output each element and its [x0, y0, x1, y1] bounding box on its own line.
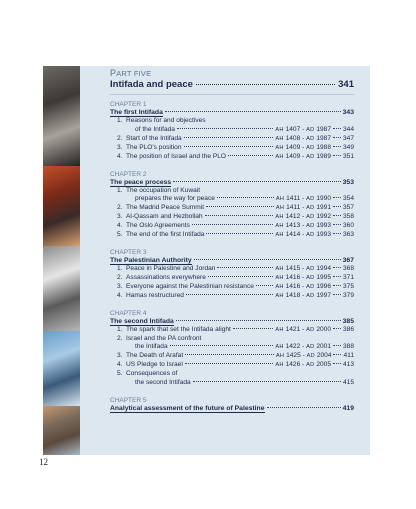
entry-date: AH 1416 - AD 1995: [275, 273, 331, 281]
entry-date: AH 1412 - AD 1992: [275, 213, 331, 221]
entry-title: Reasons for and objectives: [126, 117, 206, 124]
entry-page: 375: [342, 282, 354, 290]
entry-number: 4.: [117, 291, 123, 299]
page-number: 12: [39, 457, 48, 467]
entry-title: US Pledge to Israel: [126, 361, 183, 369]
chapter-label: CHAPTER 4: [110, 309, 147, 317]
keffiyeh-photo: [43, 246, 80, 331]
entry-date: AH 1422 - AD 2001: [275, 343, 331, 351]
chapter-title: The peace process: [110, 178, 172, 186]
entry-page: 368: [342, 264, 354, 272]
entry-date: AH 1421 - AD 2000: [275, 325, 331, 333]
entry-date: AH 1408 - AD 1987: [275, 134, 331, 142]
toc-entry: [110, 187, 354, 196]
entry-date: AH 1413 - AD 1993: [275, 222, 331, 230]
toc-entry[interactable]: [110, 361, 354, 370]
entry-page: 379: [342, 291, 354, 299]
toc-entry[interactable]: [110, 274, 354, 283]
toc-entry[interactable]: [110, 195, 354, 204]
entry-date: AH 1411 - AD 1990: [275, 195, 331, 203]
entry-page: 415: [342, 379, 354, 387]
part-label: PART FIVE: [110, 68, 152, 78]
chapter-title-row[interactable]: [110, 179, 354, 187]
entry-number: 1.: [117, 186, 123, 194]
entry-page: 413: [342, 361, 354, 369]
entry-number: 1.: [117, 325, 123, 333]
entry-title: The position of Israel and the PLO: [126, 152, 227, 160]
toc-entry: [110, 117, 354, 126]
entry-date: AH 1425 - AD 2004: [275, 352, 332, 360]
part-title-row[interactable]: [110, 79, 354, 90]
entry-page: 363: [342, 231, 354, 239]
chapter-title: The first Intifada: [110, 109, 163, 116]
child-stones-photo: [43, 406, 80, 455]
chapter-label: CHAPTER 5: [110, 396, 147, 404]
chapter-title-row[interactable]: [110, 405, 354, 413]
toc-entry[interactable]: [110, 283, 354, 292]
entry-number: 5.: [117, 231, 123, 239]
entry-page: 351: [342, 152, 354, 160]
part-page: 341: [338, 79, 354, 90]
entry-page: 386: [342, 325, 354, 333]
entry-title: The occupation of Kuwait: [126, 186, 201, 194]
entry-date: AH 1426 - AD 2005: [275, 361, 331, 369]
chapter-title: Analytical assessment of the future of Palestine: [110, 404, 265, 412]
chapter-list: [110, 101, 354, 413]
entry-number: 1.: [117, 117, 123, 124]
entry-date: AH 1409 - AD 1989: [275, 152, 331, 160]
chapter-title: The second Intifada: [110, 317, 174, 325]
entry-page: 344: [342, 125, 354, 133]
entry-title: The PLO's position: [126, 143, 182, 151]
entry-title: Hamas restructured: [126, 291, 184, 299]
entry-title: of the Intifada: [135, 125, 175, 133]
entry-title: Al-Qassam and Hezbollah: [126, 213, 203, 221]
chapter-label: CHAPTER 3: [110, 248, 147, 256]
chapter-section: [110, 171, 354, 240]
part-title: Intifada and peace: [110, 79, 193, 90]
toc-entry[interactable]: [110, 352, 354, 361]
toc-entry[interactable]: [110, 153, 354, 162]
toc-entry[interactable]: [110, 144, 354, 153]
entry-number: 2.: [117, 204, 123, 212]
entry-page: 360: [342, 222, 354, 230]
entry-date: AH 1416 - AD 1996: [275, 282, 331, 290]
toc-entry[interactable]: [110, 126, 354, 135]
toc-entry[interactable]: [110, 379, 354, 388]
entry-number: 2.: [117, 334, 123, 342]
toc-entry[interactable]: [110, 231, 354, 240]
chapter-title: The Palestinian Authority: [110, 256, 192, 264]
entry-title: the Intifada: [135, 343, 168, 351]
entry-page: 388: [342, 343, 354, 351]
chapter-section: [110, 101, 354, 162]
soldier-crowd-photo: [43, 66, 80, 166]
toc-entry[interactable]: [110, 222, 354, 231]
entry-page: 411: [343, 352, 354, 360]
chapter-page: 343: [342, 109, 354, 116]
chapter-title-row[interactable]: [110, 257, 354, 265]
entry-page: 371: [342, 273, 354, 281]
chapter-page: 353: [342, 178, 354, 186]
entry-number: 1.: [117, 264, 123, 272]
chapter-title-row[interactable]: [110, 109, 354, 117]
entry-page: 358: [342, 213, 354, 221]
entry-date: AH 1409 - AD 1988: [275, 143, 331, 151]
entry-title: Everyone against the Palestinian resistance: [126, 282, 254, 290]
entry-number: 2.: [117, 273, 123, 281]
toc-entry: [110, 335, 354, 344]
toc-entry[interactable]: [110, 213, 354, 222]
entry-title: the second Intifada: [135, 379, 191, 387]
chapter-label: CHAPTER 1: [110, 101, 147, 108]
entry-number: 2.: [117, 134, 123, 142]
chapter-title-row[interactable]: [110, 318, 354, 326]
entry-page: 354: [342, 195, 354, 203]
entry-title: Peace in Palestine and Jordan: [126, 264, 216, 272]
entry-number: 3.: [117, 143, 123, 151]
toc-entry[interactable]: [110, 135, 354, 144]
entry-number: 4.: [117, 361, 123, 369]
entry-title: Assassinations everywhere: [126, 273, 206, 281]
entry-number: 4.: [117, 222, 123, 230]
toc-entry[interactable]: [110, 343, 354, 352]
toc-entry[interactable]: [110, 204, 354, 213]
toc-entry: [110, 370, 354, 379]
entry-title: The Madrid Peace Summit: [126, 204, 205, 212]
entry-title: The end of the first Intifada: [126, 231, 205, 239]
chapter-section: [110, 249, 354, 301]
divider: [110, 94, 354, 95]
entry-date: AH 1415 - AD 1994: [275, 264, 331, 272]
toc-entry[interactable]: [110, 265, 354, 274]
entry-number: 4.: [117, 152, 123, 160]
entry-page: 357: [342, 204, 354, 212]
entry-page: 349: [342, 143, 354, 151]
toc-entry[interactable]: [110, 326, 354, 335]
protester-sky-photo: [43, 331, 80, 406]
chapter-page: 419: [342, 404, 354, 412]
entry-title: Consequences of: [126, 370, 178, 378]
fire-ladder-photo: [43, 166, 80, 246]
entry-title: The Oslo Agreements: [126, 222, 190, 230]
entry-title: The Death of Arafat: [126, 352, 184, 360]
entry-page: 347: [342, 134, 354, 142]
entry-date: AH 1414 - AD 1993: [275, 231, 331, 239]
entry-number: 3.: [117, 352, 123, 360]
chapter-section: [110, 310, 354, 388]
entry-title: prepares the way for peace: [135, 195, 215, 203]
entry-date: AH 1411 - AD 1991: [275, 204, 331, 212]
table-of-contents: [110, 68, 354, 413]
entry-title: Israel and the PA confront: [126, 334, 202, 342]
entry-date: AH 1418 - AD 1997: [275, 291, 331, 299]
chapter-page: 367: [342, 256, 354, 264]
entry-number: 5.: [117, 370, 123, 378]
entry-number: 3.: [117, 213, 123, 221]
chapter-page: 385: [342, 317, 354, 325]
toc-entry[interactable]: [110, 292, 354, 301]
entry-number: 3.: [117, 282, 123, 290]
chapter-section: [110, 397, 354, 413]
chapter-label: CHAPTER 2: [110, 170, 147, 178]
entry-title: Start of the Intifada: [126, 134, 182, 142]
entry-title: The spark that set the Intifada alight: [126, 325, 231, 333]
entry-date: AH 1407 - AD 1987: [275, 125, 331, 133]
photo-strip: [43, 66, 80, 455]
